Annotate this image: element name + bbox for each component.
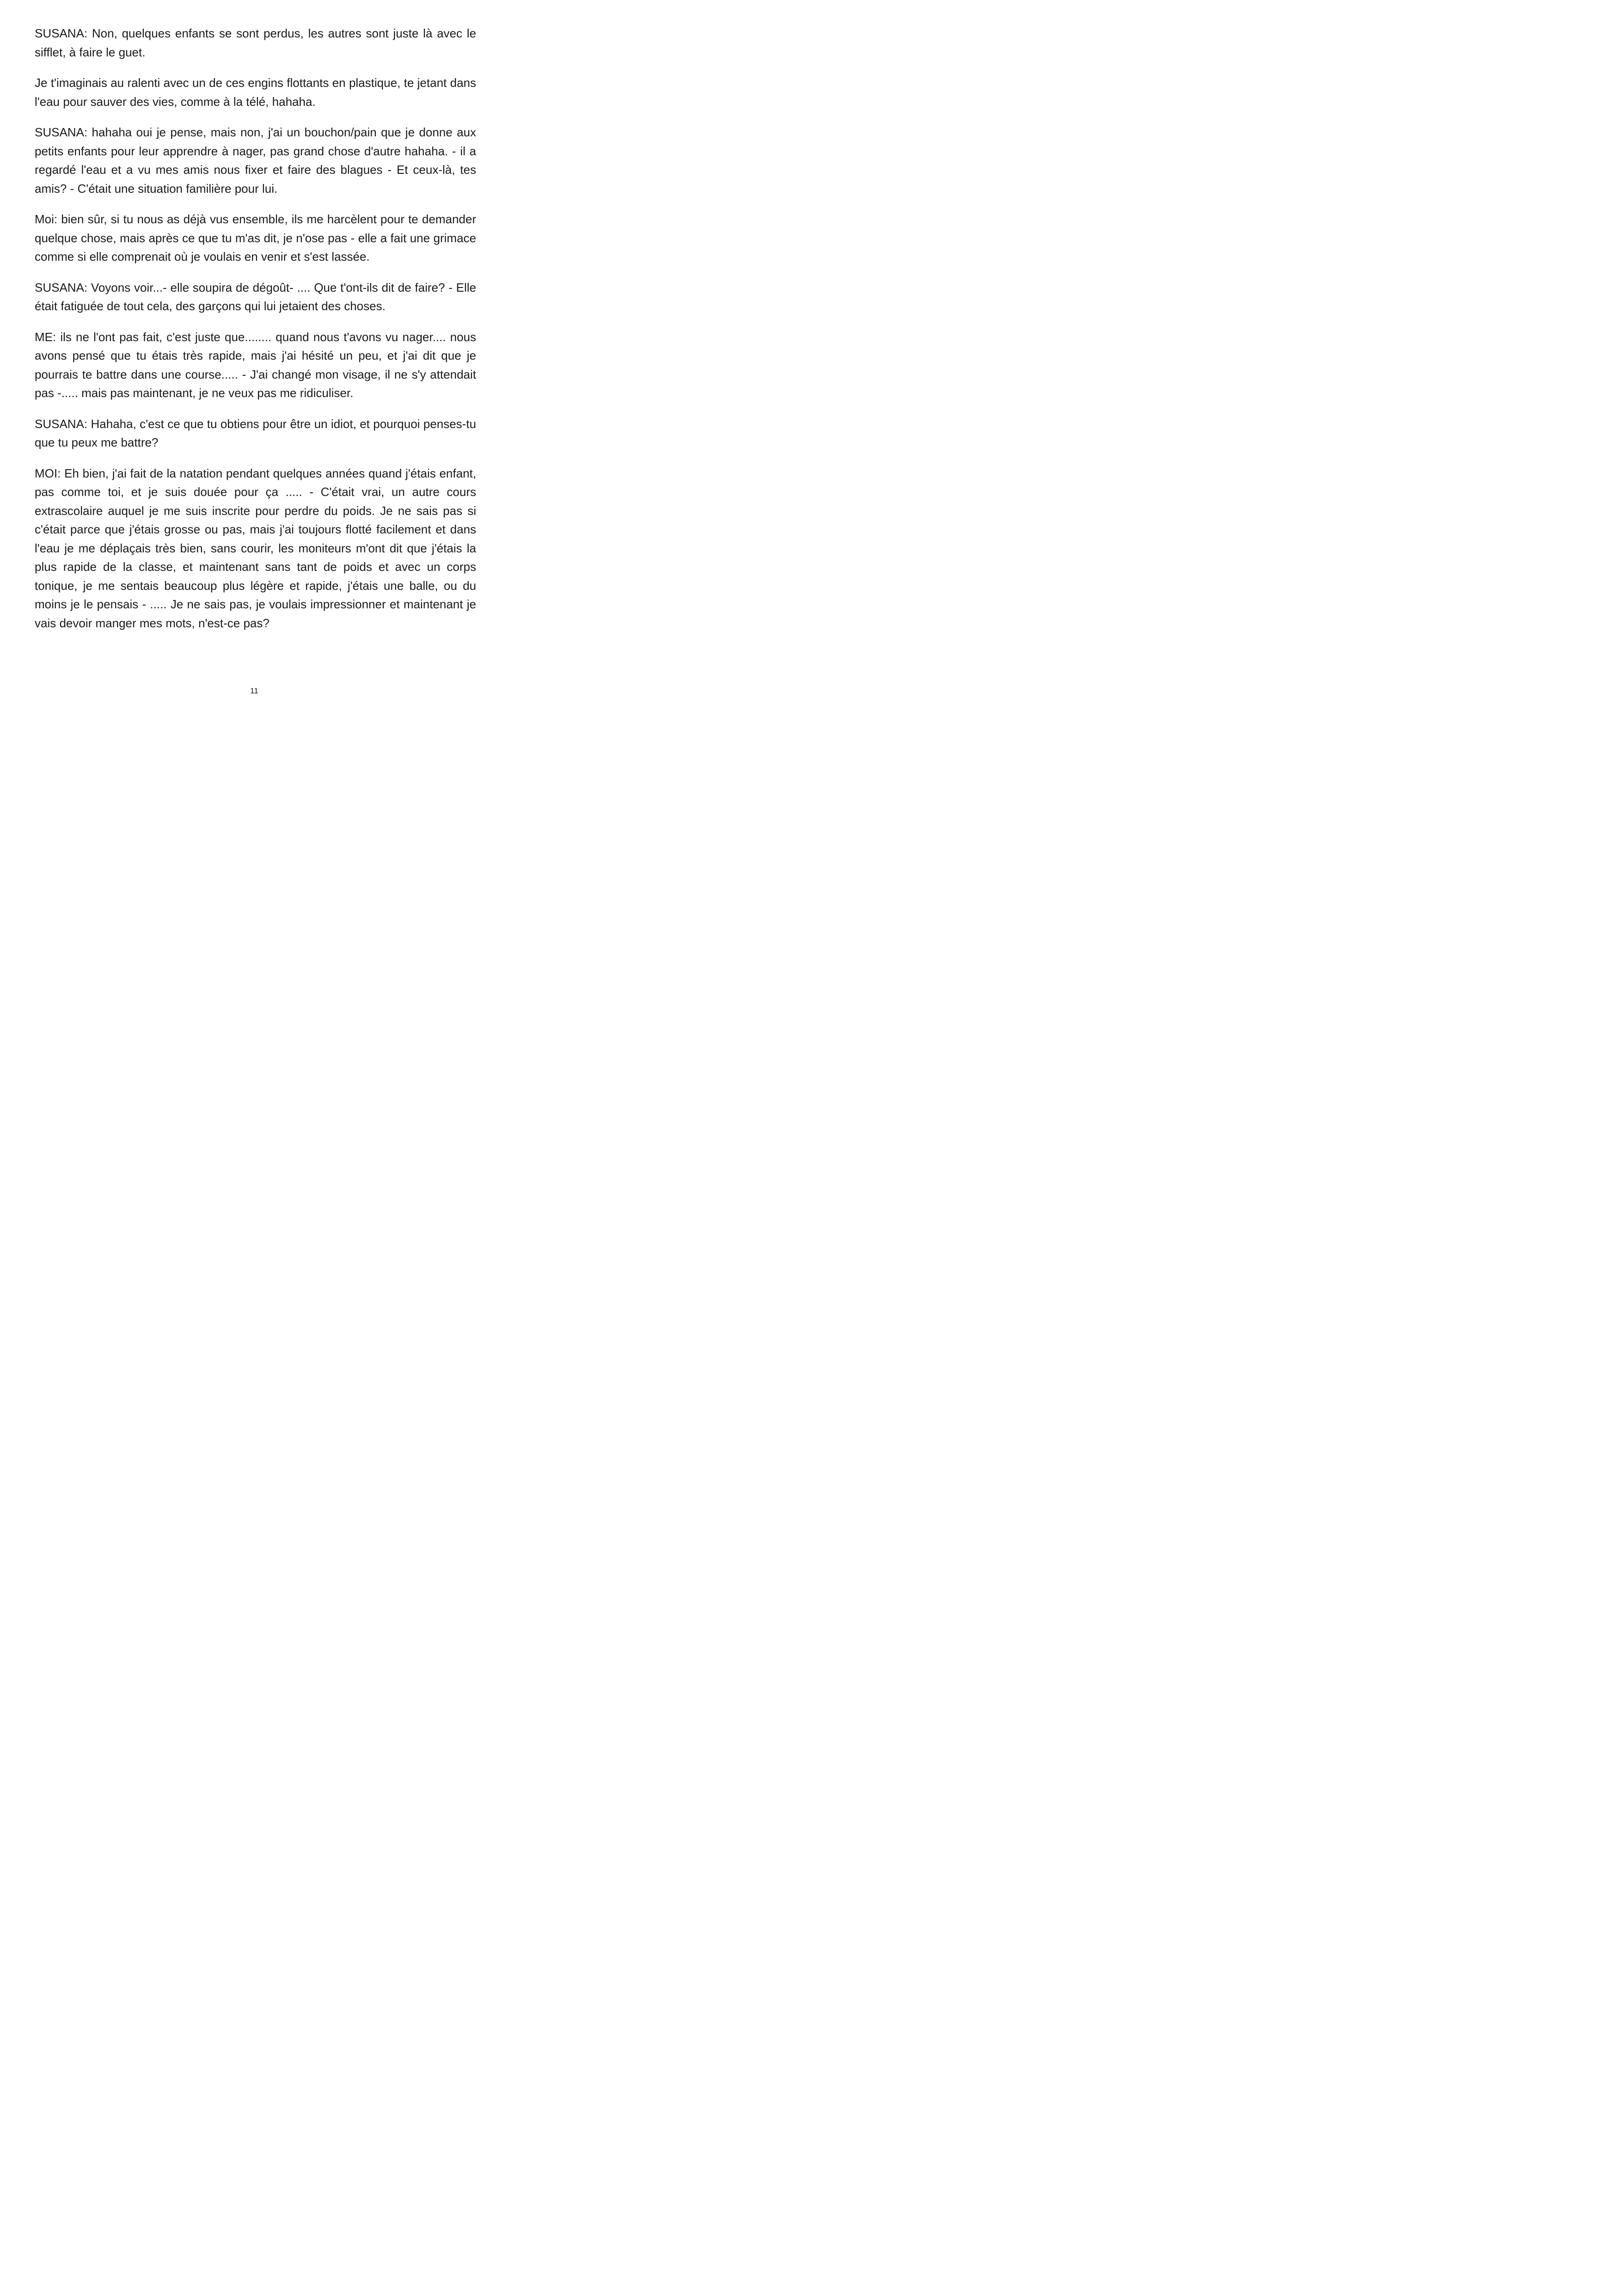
page-number: 11 [250, 686, 258, 695]
paragraph: SUSANA: Hahaha, c'est ce que tu obtiens pour être un idiot, et pourquoi penses-tu que tu peux me battre? [35, 416, 476, 449]
paragraph: SUSANA: Non, quelques enfants se sont perdus, les autres sont juste là avec le sifflet, à faire le guet. [35, 26, 476, 59]
paragraph: SUSANA: hahaha oui je pense, mais non, j'ai un bouchon/pain que je donne aux petits enfants pour leur apprendre à nager, pas grand chose d'autre hahaha. - il a regardé l'eau et a vu mes amis nous fixer et faire des blagues - Et ceux-là, tes amis? - C'était une situation familière pour lui. [35, 125, 476, 196]
paragraph: Je t'imaginais au ralenti avec un de ces engins flottants en plastique, te jetant dans l'eau pour sauver des vies, comme à la télé, hahaha. [35, 76, 476, 109]
paragraph: MOI: Eh bien, j'ai fait de la natation pendant quelques années quand j'étais enfant, pas comme toi, et je suis douée pour ça ..... - C'était vrai, un autre cours extrascolaire auquel je me suis inscrite pour perdre du poids. Je ne sais pas si c'était parce que j'étais grosse ou pas, mais j'ai toujours flotté facilement et dans l'eau je me déplaçais très bien, sans courir, les moniteurs m'ont dit que j'étais la plus rapide de la classe, et maintenant sans tant de poids et avec un corps tonique, je me sentais beaucoup plus légère et rapide, j'étais une balle, ou du moins je le pensais - ..... Je ne sais pas, je voulais impressionner et maintenant je vais devoir manger mes mots, n'est-ce pas? [35, 466, 476, 630]
paragraph: ME: ils ne l'ont pas fait, c'est juste que........ quand nous t'avons vu nager.... nous avons pensé que tu étais très rapide, mais j'ai hésité un peu, et j'ai dit que je pourrais te battre dans une course..... - J'ai changé mon visage, il ne s'y attendait pas -..... mais pas maintenant, je ne veux pas me ridiculiser. [35, 330, 476, 400]
document-page [35, 24, 476, 644]
paragraph: Moi: bien sûr, si tu nous as déjà vus ensemble, ils me harcèlent pour te demander quelque chose, mais après ce que tu m'as dit, je n'ose pas - elle a fait une grimace comme si elle comprenait où je voulais en venir et s'est lassée. [35, 212, 476, 263]
paragraph: SUSANA: Voyons voir...- elle soupira de dégoût- .... Que t'ont-ils dit de faire? - Elle était fatiguée de tout cela, des garçons qui lui jetaient des choses. [35, 280, 476, 313]
